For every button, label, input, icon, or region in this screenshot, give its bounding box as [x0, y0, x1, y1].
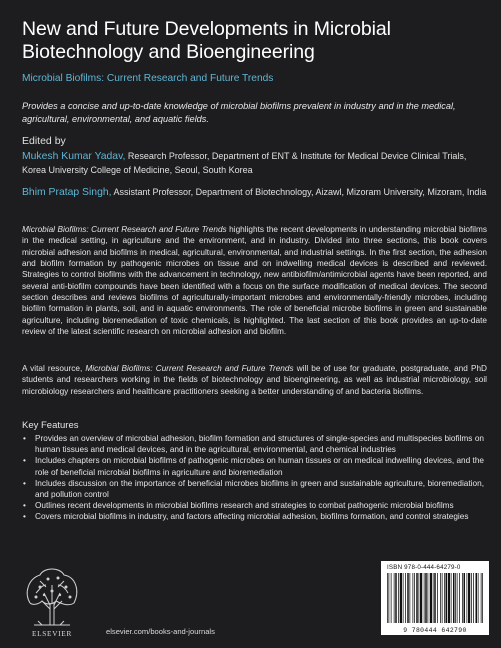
barcode-bar — [455, 573, 456, 623]
key-feature-item: • Includes chapters on microbial biofilms of pathogenic microbes on human tissues or on medical indwelling devices, and the role of beneficial microbial biofilms in agriculture and bioremediation — [22, 455, 484, 477]
barcode-bar — [394, 573, 395, 623]
paragraph-text: A vital resource, — [22, 364, 86, 373]
barcode-bar — [478, 573, 479, 623]
barcode-bar — [468, 573, 470, 623]
editor-affiliation: Research Professor, Department of ENT & Institute for Medical Device Clinical Trials, Korea University College of Medicine, Seoul, South Korea — [22, 151, 467, 175]
edited-by-label: Edited by — [22, 135, 66, 147]
isbn-label: ISBN 978-0-444-64279-0 — [387, 564, 461, 571]
barcode-bar — [428, 573, 429, 623]
barcode-bars — [387, 573, 483, 623]
barcode-bar — [482, 573, 483, 623]
barcode-bar — [462, 573, 463, 623]
barcode-bar — [398, 573, 399, 623]
barcode-bar — [437, 573, 438, 623]
book-title-italic: Microbial Biofilms: Current Research and Future Trends — [22, 225, 227, 234]
description-paragraph-1 — [22, 224, 487, 337]
barcode-bar — [457, 573, 458, 623]
key-features-heading: Key Features — [22, 420, 79, 431]
barcode-bar — [424, 573, 425, 623]
key-feature-item: • Provides an overview of microbial adhesion, biofilm formation and structures of single-species and multispecies biofilms on human tissues and medical devices, and in the agricultural, environmental, and chemical industries — [22, 433, 484, 455]
barcode-bar — [464, 573, 466, 623]
barcode-bar — [419, 573, 420, 623]
barcode-bar — [389, 573, 390, 623]
barcode-bar — [413, 573, 414, 623]
barcode-bar — [405, 573, 406, 623]
lead-summary: Provides a concise and up-to-date knowledge of microbial biofilms prevalent in industry and in the medical, agricultural, environmental, and aquatic fields. — [22, 101, 456, 124]
editor-entry — [22, 186, 492, 200]
barcode-bar — [414, 573, 415, 623]
key-features-list — [22, 433, 484, 523]
editor-affiliation: Assistant Professor, Department of Biotechnology, Aizawl, Mizoram University, Mizoram, India — [111, 187, 487, 197]
editor-name: Mukesh Kumar Yadav, — [22, 151, 126, 162]
barcode-bar — [440, 573, 441, 623]
barcode-bar — [433, 573, 434, 623]
barcode-bar — [416, 573, 418, 623]
book-title-italic: Microbial Biofilms: Current Research and Future Trends — [85, 364, 294, 373]
publisher-name: ELSEVIER — [31, 629, 73, 638]
barcode-bar — [434, 573, 436, 623]
barcode-bar — [459, 573, 460, 623]
barcode-bar — [430, 573, 432, 623]
editors-section — [22, 134, 492, 200]
barcode-bar — [467, 573, 468, 623]
barcode-bar — [453, 573, 455, 623]
barcode-bar — [400, 573, 402, 623]
barcode-bar — [395, 573, 397, 623]
barcode-bar — [476, 573, 478, 623]
barcode-bar — [407, 573, 409, 623]
barcode-bar — [446, 573, 448, 623]
key-feature-item: • Includes discussion on the importance of beneficial microbes biofilms in green and sustainable agriculture, bioremediation, and pollution control — [22, 478, 484, 500]
paragraph-text: highlights the recent developments in understanding microbial biofilms in the medical setting, in agriculture and the environment, and in industry. Divided into three sections, this book covers microbial adhesion and biofilms in medical, agricultural, environmental, and industrial settings. In the first section, the adhesion and biofilm formation by pathogenic microbes on tissue and on indwelling medical devices is described and reviewed. Strategies to control biofilms with the advancement in technology, new antibiofilm/antimicrobial agents have been reported, and several anti-biofilm compounds have been identified with a focus on the surface modification of medical devices. The second section describes and reviews biofilms of agriculturally-important microbes and environmentally-friendly microbes, including biofilm formation in plants, soil, and in aquatic environments. The role of beneficial microbe biofilms in green and sustainable agriculture, including bioremediation of toxic chemicals, is highlighted. The last section of this book provides an up-to-date review of the latest scientific research on microbial adhesion and biofilm. — [22, 225, 487, 337]
barcode-bar — [403, 573, 404, 623]
barcode-bar — [451, 573, 452, 623]
editor-entry — [22, 150, 492, 177]
barcode-bar — [448, 573, 450, 623]
paragraph-text: will be of use for graduate, postgraduate, and PhD students and researchers working in the fields of biotechnology and bioengineering, as well as industrial microbiology, soil microbiology researchers and healthcare practitioners seeking a better understanding of and bacteria biofilms. — [22, 364, 487, 396]
editor-name: Bhim Pratap Singh, — [22, 187, 112, 198]
barcode-bar — [444, 573, 445, 623]
barcode-bar — [387, 573, 388, 623]
key-feature-item: • Covers microbial biofilms in industry, and factors affecting microbial adhesion, biofilms formation, and control strategies — [22, 511, 484, 522]
description-paragraph-2 — [22, 363, 487, 397]
publisher-url[interactable]: elsevier.com/books-and-journals — [106, 627, 215, 636]
barcode-bar — [481, 573, 482, 623]
barcode-bar — [473, 573, 474, 623]
book-title: New and Future Developments in Microbial Biotechnology and Bioengineering — [22, 18, 391, 63]
elsevier-tree-logo — [20, 563, 84, 629]
barcode-bar — [471, 573, 472, 623]
barcode-number: 9 780444 642790 — [403, 627, 467, 634]
book-subtitle: Microbial Biofilms: Current Research and Future Trends — [22, 73, 274, 84]
barcode-bar — [420, 573, 422, 623]
barcode-bar — [442, 573, 443, 623]
isbn-barcode — [381, 561, 489, 635]
key-feature-item: • Outlines recent developments in microbial biofilms research and strategies to combat pathogenic microbial biofilms — [22, 500, 484, 511]
barcode-bar — [425, 573, 427, 623]
barcode-bar — [410, 573, 411, 623]
barcode-bar — [391, 573, 392, 623]
